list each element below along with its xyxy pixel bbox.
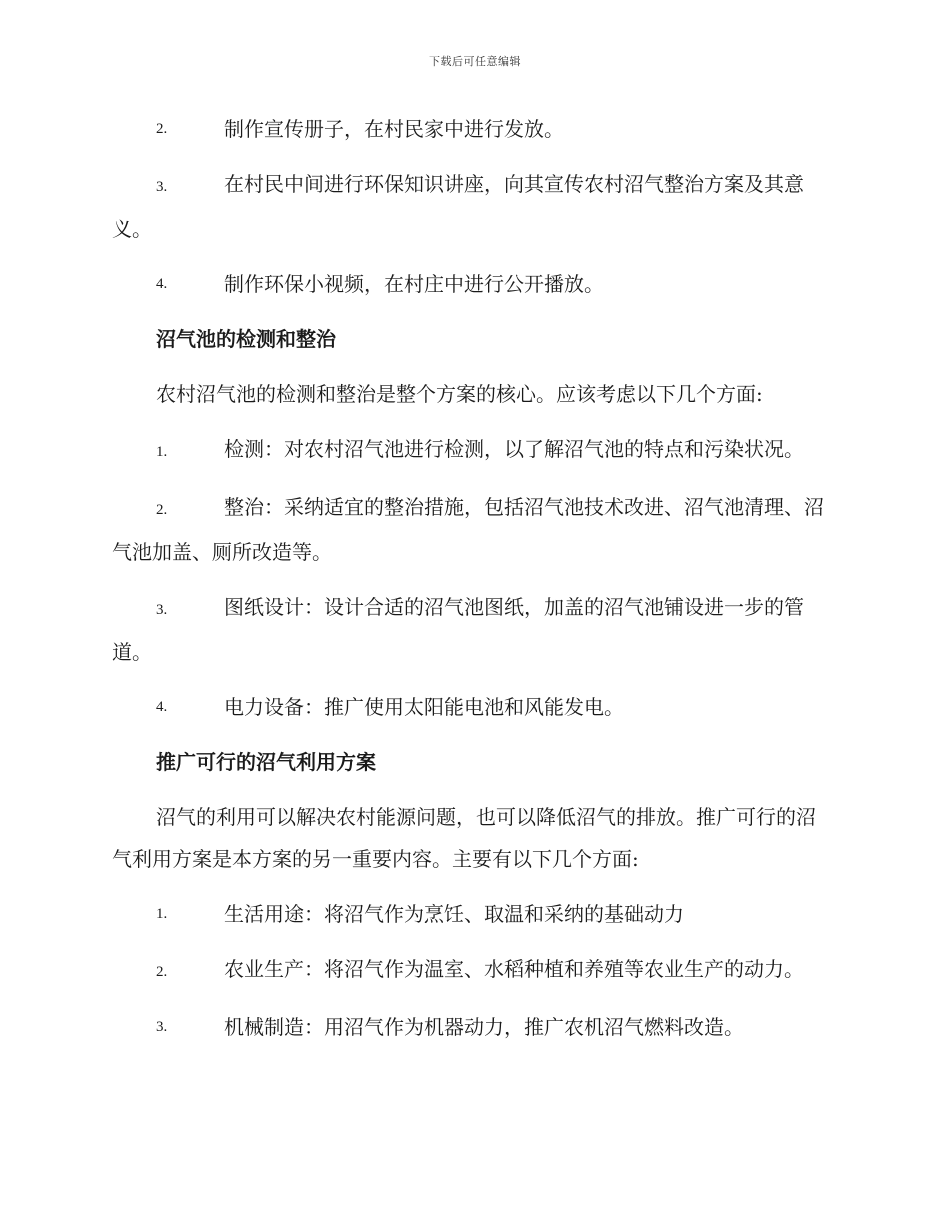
list-item-number: 2. (156, 964, 168, 980)
list-item-text: 整治：采纳适宜的整治措施，包括沼气池技术改进、沼气池清理、沼气池加盖、厕所改造等。 (112, 495, 824, 564)
list-item (112, 428, 834, 473)
list-item (112, 108, 834, 150)
list-item (112, 586, 834, 673)
list-item-text: 制作环保小视频，在村庄中进行公开播放。 (224, 272, 604, 296)
section-heading: 推广可行的沼气利用方案 (156, 750, 376, 774)
list-item (112, 686, 834, 728)
list-item-text: 生活用途：将沼气作为烹饪、取温和采纳的基础动力 (224, 902, 684, 926)
list-item-number: 1. (156, 906, 168, 922)
list-item-number: 4. (156, 699, 168, 715)
list-item-number: 3. (156, 179, 168, 195)
list-item-number: 4. (156, 276, 168, 292)
list-item-number: 2. (156, 502, 168, 518)
list-item (112, 893, 834, 935)
list-item (112, 948, 834, 993)
list-item-text: 图纸设计：设计合适的沼气池图纸，加盖的沼气池铺设进一步的管道。 (112, 595, 804, 664)
list-item-text: 机械制造：用沼气作为机器动力，推广农机沼气燃料改造。 (224, 1015, 744, 1039)
section-heading: 沼气池的检测和整治 (156, 327, 336, 351)
list-item-text: 检测：对农村沼气池进行检测，以了解沼气池的特点和污染状况。 (224, 437, 804, 461)
document-body (112, 108, 834, 1048)
list-item-text: 农业生产：将沼气作为温室、水稻种植和养殖等农业生产的动力。 (224, 957, 804, 981)
list-item (112, 486, 834, 573)
list-item-text: 制作宣传册子，在村民家中进行发放。 (224, 117, 564, 141)
list-item (112, 263, 834, 305)
section-intro: 农村沼气池的检测和整治是整个方案的核心。应该考虑以下几个方面: (156, 382, 763, 406)
page-header-note: 下载后可任意编辑 (429, 55, 521, 68)
list-item (112, 163, 834, 250)
list-item-number: 1. (156, 444, 168, 460)
list-item-number: 3. (156, 1019, 168, 1035)
list-item-text: 在村民中间进行环保知识讲座，向其宣传农村沼气整治方案及其意义。 (112, 172, 804, 241)
list-item-number: 3. (156, 602, 168, 618)
list-item-text: 电力设备：推广使用太阳能电池和风能发电。 (224, 695, 624, 719)
list-item-number: 2. (156, 121, 168, 137)
list-item (112, 1006, 834, 1048)
section-intro: 沼气的利用可以解决农村能源问题，也可以降低沼气的排放。推广可行的沼气利用方案是本方案的另一重要内容。主要有以下几个方面: (112, 805, 816, 871)
